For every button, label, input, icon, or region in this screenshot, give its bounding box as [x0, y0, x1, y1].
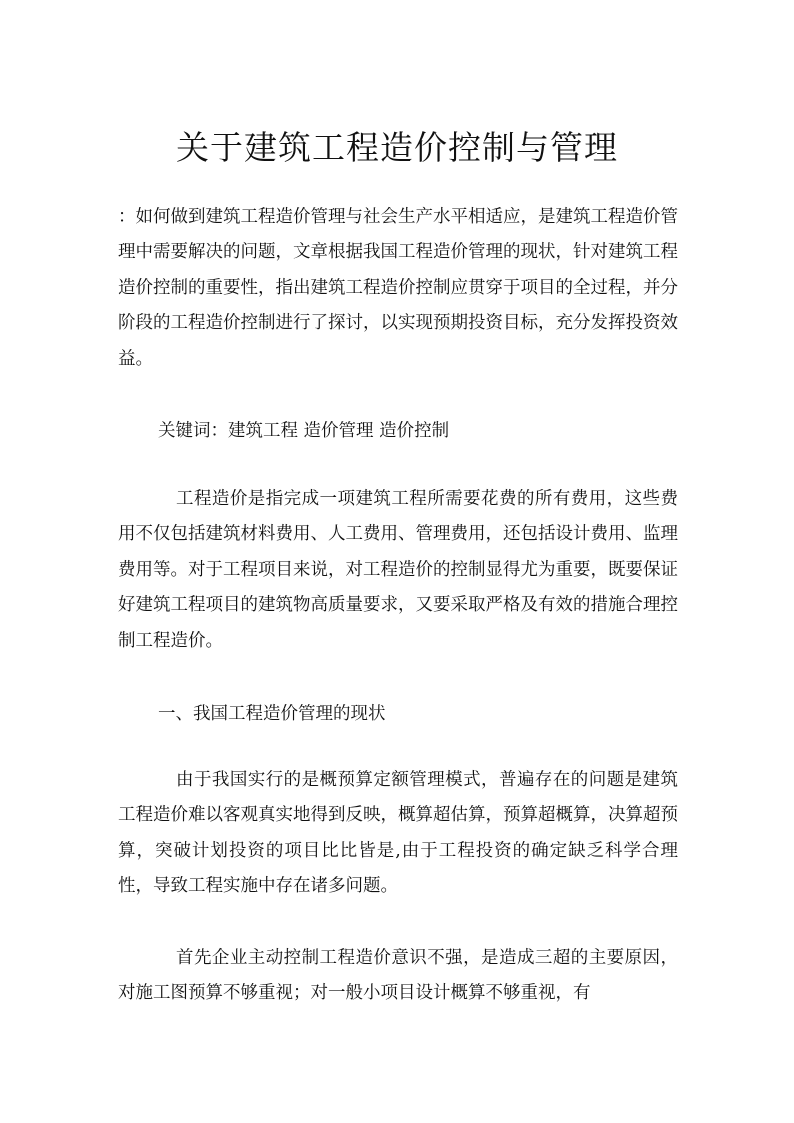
abstract-paragraph: ：如何做到建筑工程造价管理与社会生产水平相适应，是建筑工程造价管理中需要解决的问题，文章根据我国工程造价管理的现状，针对建筑工程造价控制的重要性，指出建筑工程造价控制应贯穿于项目的全过程，并分阶段的工程造价控制进行了探讨，以实现预期投资目标，充分发挥投资效益。 [118, 207, 678, 369]
section-paragraph-continued: 首先企业主动控制工程造价意识不强，是造成三超的主要原因，对施工图预算不够重视；对一般小项目设计概算不够重视，有 [118, 948, 678, 1004]
intro-paragraph: 工程造价是指完成一项建筑工程所需要花费的所有费用，这些费用不仅包括建筑材料费用、人工费用、管理费用，还包括设计费用、监理费用等。对于工程项目来说，对工程造价的控制显得尤为重要，既要保证好建筑工程项目的建筑物高质量要求，又要采取严格及有效的措施合理控制工程造价。 [118, 489, 678, 651]
section-heading: 一、我国工程造价管理的现状 [158, 704, 386, 724]
keywords-line: 关键词：建筑工程 造价管理 造价控制 [158, 421, 450, 441]
section-paragraph: 由于我国实行的是概预算定额管理模式，普遍存在的问题是建筑工程造价难以客观真实地得到反映，概算超估算，预算超概算，决算超预算，突破计划投资的项目比比皆是,由于工程投资的确定缺乏科学合理性，导致工程实施中存在诸多问题。 [118, 770, 678, 897]
document-title: 关于建筑工程造价控制与管理 [176, 128, 618, 167]
